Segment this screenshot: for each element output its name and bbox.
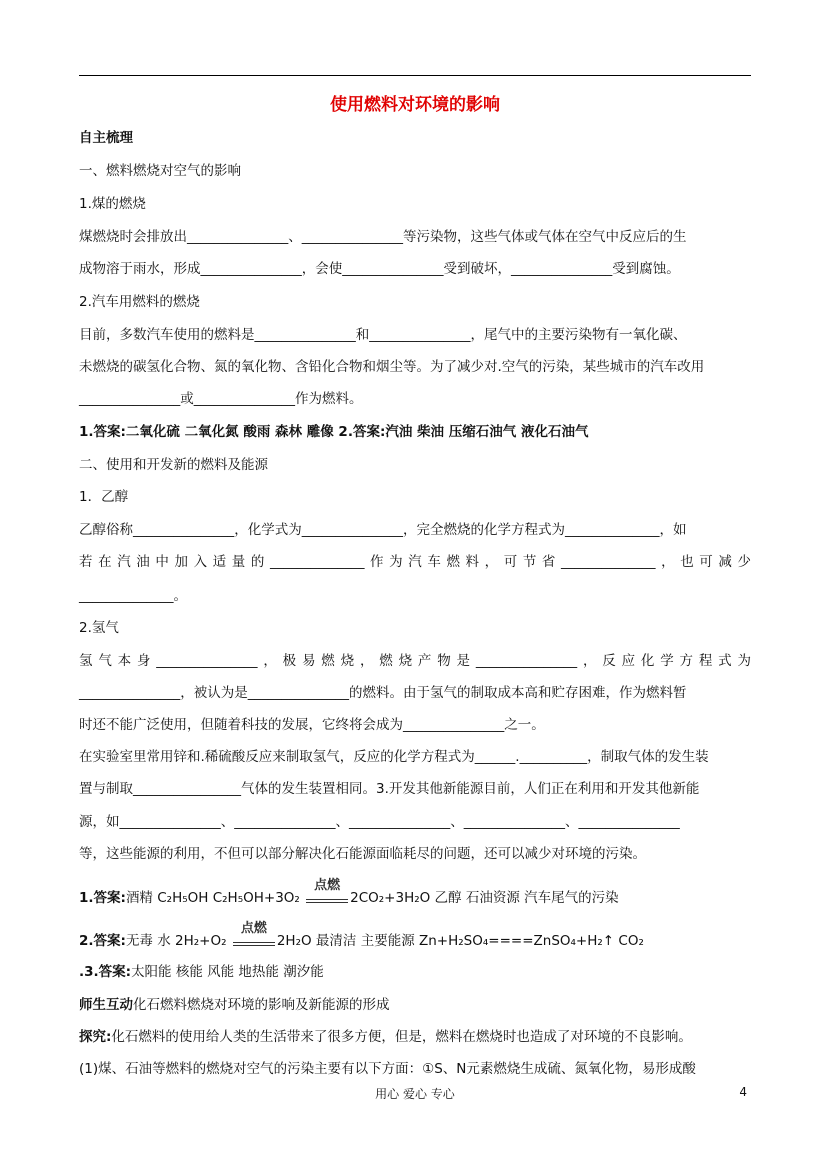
explore-text: 化石燃料的使用给人类的生活带来了很多方便，但是，燃料在燃烧时也造成了对环境的不良影响。: [111, 1029, 692, 1045]
text-line: 置与制取________________气体的发生装置相同。3.开发其他新能源目前，人们正在利用和开发其他新能: [79, 781, 700, 797]
subheading-car-fuel: 2.汽车用燃料的燃烧: [79, 294, 200, 310]
text-line: (1)煤、石油等燃料的燃烧对空气的污染主要有以下方面：①S、N元素燃烧生成硫、氮氧化物，易形成酸: [79, 1061, 696, 1077]
answer-text: 2CO₂+3H₂O 乙醇 石油资源 汽车尾气的污染: [350, 890, 619, 906]
subheading-coal: 1.煤的燃烧: [79, 196, 146, 212]
reaction-arrow: [231, 921, 277, 951]
answer-label: 答案:: [93, 933, 126, 949]
text-line: 在实验室里常用锌和.稀硫酸反应来制取氢气，反应的化学方程式为______.__________，制取气体的发生装: [79, 749, 709, 765]
interaction-label: 师生互动: [79, 997, 133, 1013]
answer-2: [79, 921, 751, 951]
text-line: 等，这些能源的利用，不但可以部分解决化石能源面临耗尽的问题，还可以减少对环境的污染。: [79, 846, 646, 862]
reaction-condition: 点燃: [314, 878, 341, 893]
text-line: 煤燃烧时会排放出_______________、_______________等污染物，这些气体或气体在空气中反应后的生: [79, 229, 687, 245]
header-rule: [79, 75, 751, 76]
text-line: 氢气本身_______________，极易燃烧，燃烧产物是_______________，反应化学方程式为: [79, 653, 751, 669]
answer-text: 太阳能 核能 风能 地热能 潮汐能: [131, 964, 324, 980]
interaction-text: 化石燃料燃烧对环境的影响及新能源的形成: [133, 997, 390, 1013]
text-line: _______________或_______________作为燃料。: [79, 391, 363, 407]
answer-text: 无毒 水 2H₂+O₂: [125, 933, 227, 949]
text-line: 源，如_______________、_______________、_______________、_______________、_______________: [79, 814, 680, 830]
text-line: 时还不能广泛使用，但随着科技的发展，它终将会成为_______________之一。: [79, 717, 545, 733]
page-title: 使用燃料对环境的影响: [330, 95, 500, 115]
heading-1: 一、燃料燃烧对空气的影响: [79, 163, 241, 179]
explore-line: [79, 1027, 751, 1047]
text-line: 成物溶于雨水，形成_______________，会使_______________受到破坏，_______________受到腐蚀。: [79, 261, 680, 277]
section-heading-self-study: 自主梳理: [79, 130, 133, 146]
answer-number: 1.: [79, 890, 94, 906]
text-line: _______________，被认为是_______________的燃料。由于氢气的制取成本高和贮存困难，作为燃料暂: [79, 685, 687, 701]
interaction-heading: [79, 995, 751, 1015]
subheading-hydrogen: 2.氢气: [79, 620, 119, 636]
reaction-condition: 点燃: [240, 921, 267, 936]
explore-label: 探究:: [79, 1029, 112, 1045]
answer-text: 酒精 C₂H₅OH C₂H₅OH+3O₂: [125, 890, 300, 906]
text-line: 目前，多数汽车使用的燃料是_______________和_______________，尾气中的主要污染物有一氧化碳、: [79, 327, 687, 343]
answer-number: 2.: [79, 933, 94, 949]
text-line: 未燃烧的碳氢化合物、氮的氧化物、含铅化合物和烟尘等。为了减少对.空气的污染，某些城市的汽车改用: [79, 359, 705, 375]
answer-number: .3.: [79, 964, 99, 980]
text-line: ______________。: [79, 588, 187, 604]
answer-line: 1.答案:二氧化硫 二氧化氮 酸雨 森林 雕像 2.答案:汽油 柴油 压缩石油气 液化石油气: [79, 424, 589, 440]
heading-2: 二、使用和开发新的燃料及能源: [79, 457, 268, 473]
answer-label: 答案:: [93, 890, 126, 906]
answer-1: [79, 878, 751, 908]
subheading-ethanol: 1．乙醇: [79, 489, 129, 505]
answer-label: 答案:: [98, 964, 132, 980]
answer-3: [79, 962, 751, 982]
footer-motto: 用心 爱心 专心: [375, 1087, 455, 1101]
text-line: 乙醇俗称_______________，化学式为_______________，完全燃烧的化学方程式为______________，如: [79, 522, 687, 538]
text-line: 若在汽油中加入适量的______________作为汽车燃料，可节省______________，也可减少: [79, 554, 751, 570]
reaction-arrow: [304, 878, 350, 908]
page-number: 4: [739, 1085, 747, 1099]
answer-text: 2H₂O 最清洁 主要能源 Zn+H₂SO₄====ZnSO₄+H₂↑ CO₂: [276, 933, 644, 949]
